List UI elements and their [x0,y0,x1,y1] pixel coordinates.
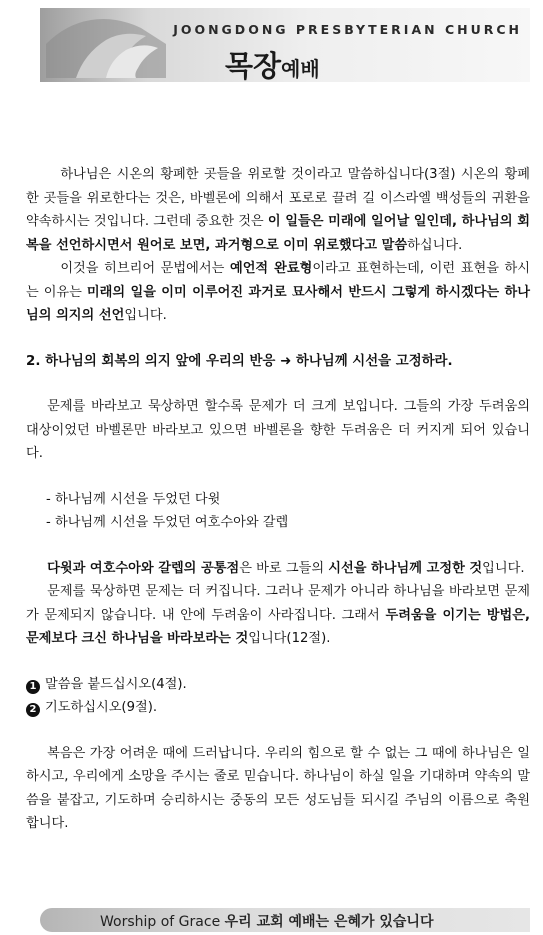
p5-tail: 입니다(12절). [248,631,331,646]
footer-korean: 우리 교회 예배는 은혜가 있습니다 [224,914,434,930]
paragraph-5 [26,580,530,651]
title-sub: 예배 [281,57,320,81]
section-heading: 2. 하나님의 회복의 의지 앞에 우리의 반응 ➜ 하나님께 시선을 고정하라. [26,353,453,369]
numbered-item [26,673,530,697]
paragraph-1 [26,163,530,257]
page-footer [40,908,530,932]
page-title [225,44,320,82]
paragraph-4 [26,557,530,581]
numbered-item-text: 기도하십시오(9절). [45,700,158,715]
paragraph-3: 문제를 바라보고 묵상하면 할수록 문제가 더 크게 보입니다. 그들의 가장 두려움의 대상이었던 바벨론만 바라보고 있으면 바벨론을 향한 두려움은 더 커지게 되어 있습니다. [26,399,530,461]
bullet-item: - 하나님께 시선을 두었던 다윗 [46,491,221,507]
article-body [26,163,530,836]
numbered-item [26,696,530,720]
page-header [40,8,530,82]
paragraph-6: 복음은 가장 어려운 때에 드러납니다. 우리의 힘으로 할 수 없는 그 때에 하나님은 일하시고, 우리에게 소망을 주시는 줄로 믿습니다. 하나님이 하실 일을 기대하며 약속의 말씀을 붙잡고, 기도하며 승리하시는 중동의 모든 성도님들 되시길 주님의 이름으로 축원합니다. [26,745,530,831]
bullet-item: - 하나님께 시선을 두었던 여호수아와 갈렙 [46,515,289,530]
p2-text-2: 이라고 표현하는데, 이런 표현을 하시는 이유는 [26,261,530,300]
p5-text: 문제를 묵상하면 문제는 더 커집니다. 그러나 문제가 아니라 하나님을 바라보면 문제가 문제되지 않습니다. 내 안에 두려움이 사라집니다. 그래서 [26,584,530,623]
p1-text: 하나님은 시온의 황폐한 곳들을 위로할 것이라고 말씀하십니다(3절) 시온의 황폐한 곳들을 위로한다는 것은, 바벨론에 의해서 포로로 끌려 길 이스라엘 백성들의 귀환을 약속하시는 것입니다. 그런데 중요한 것은 [26,167,530,229]
p1-emphasis: 이 일들은 미래에 일어날 일인데, 하나님의 회복을 선언하시면서 원어로 보면, 과거형으로 이미 위로했다고 말씀 [26,214,530,253]
p5-emphasis: 두려움을 이기는 방법은, 문제보다 크신 하나님을 바라보라는 것 [26,607,530,646]
p2-emphasis-1: 예언적 완료형 [229,261,313,276]
p4-emphasis-1: 다윗과 여호수아와 갈렙의 공통점 [47,560,240,576]
p1-tail: 하십니다. [407,237,463,253]
p4-emphasis-2: 시선을 하나님께 고정한 것 [328,560,483,576]
p2-text: 이것을 히브리어 문법에서는 [60,261,230,276]
number-badge: 2 [26,703,40,717]
p4-tail: 입니다. [482,560,525,576]
church-name: JOONGDONG PRESBYTERIAN CHURCH [173,22,522,37]
p2-tail: 입니다. [124,308,167,323]
p4-text: 은 바로 그들의 [239,560,329,576]
p2-emphasis-2: 미래의 일을 이미 이루어진 과거로 묘사해서 반드시 그렇게 하시겠다는 하나님의 의지의 선언 [26,284,530,323]
footer-slogan [100,911,433,931]
footer-english: Worship of Grace [100,914,221,930]
title-main: 목장 [225,49,282,82]
number-badge: 1 [26,680,40,694]
praying-hands-icon [46,14,166,78]
paragraph-2 [26,257,530,328]
numbered-item-text: 말씀을 붙드십시오(4절). [45,676,187,692]
